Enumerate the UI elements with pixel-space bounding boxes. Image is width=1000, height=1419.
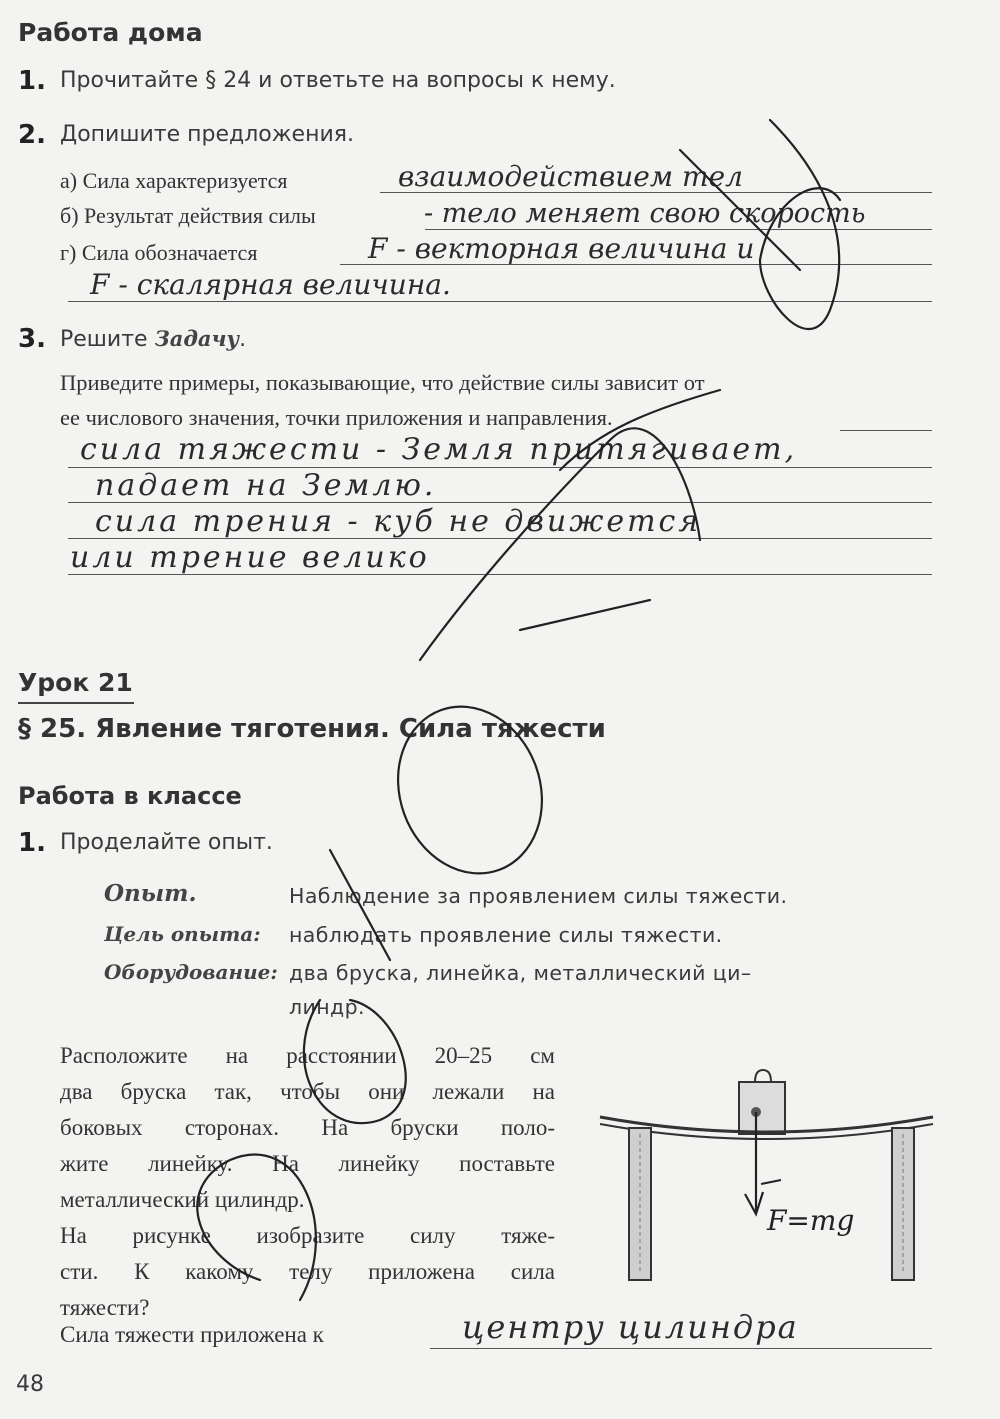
- fill-label: б) Результат действия силы: [60, 203, 316, 228]
- task-text-prefix: Решите: [60, 327, 155, 352]
- equipment-value-line: два бруска, линейка, металлический ци–: [289, 961, 752, 985]
- instruction-line: два бруска так, чтобы они лежали на: [60, 1079, 555, 1104]
- task-text-suffix: .: [239, 327, 247, 352]
- task-number: 1.: [18, 66, 46, 96]
- fill-label: а) Сила характеризуется: [60, 168, 288, 193]
- answer-line: [840, 430, 932, 431]
- answer-line: [425, 229, 932, 230]
- cylinder-hook: [755, 1070, 771, 1082]
- task-text: Допишите предложения.: [60, 122, 354, 147]
- instruction-line: Расположите на расстоянии 20–25 см: [60, 1043, 555, 1068]
- force-label: F=mg: [767, 1204, 855, 1237]
- answer-line: [68, 301, 932, 302]
- question-label: Сила тяжести приложена к: [60, 1322, 324, 1347]
- task-text: [60, 326, 246, 352]
- equipment-value-line: линдр.: [289, 995, 365, 1019]
- instruction-line: жите линейку. На линейку поставьте: [60, 1151, 555, 1176]
- instructions-block: [60, 1038, 555, 1326]
- problem-text-line: Приведите примеры, показывающие, что действие силы зависит от: [60, 370, 705, 395]
- task-number: 3.: [18, 324, 46, 354]
- instruction-line: сти. К какому телу приложена сила: [60, 1259, 555, 1284]
- experiment-figure: [595, 1062, 935, 1287]
- cylinder-shape: [739, 1082, 785, 1134]
- classwork-title: Работа в классе: [18, 782, 242, 810]
- gravity-arrowhead: [745, 1192, 763, 1214]
- stamp-text-reference: [0, 0, 1, 1]
- instruction-line: тяжести?: [60, 1295, 150, 1320]
- handwritten-answer: центру цилиндра: [462, 1308, 799, 1346]
- homework-title: Работа дома: [18, 18, 203, 47]
- task-number: 2.: [18, 120, 46, 150]
- handwritten-answer: F - векторная величина и: [368, 232, 755, 265]
- experiment-value: Наблюдение за проявлением силы тяжести.: [289, 884, 788, 908]
- answer-line: [430, 1348, 932, 1349]
- handwritten-answer: - тело меняет свою скорость: [424, 198, 866, 229]
- stamp-stroke-k-arm: [520, 600, 650, 630]
- instruction-line: На рисунке изобразите силу тяже-: [60, 1223, 555, 1248]
- goal-label: Цель опыта:: [104, 922, 261, 946]
- instruction-line: металлический цилиндр.: [60, 1187, 305, 1212]
- goal-value: наблюдать проявление силы тяжести.: [289, 923, 723, 947]
- page-number: 48: [16, 1372, 44, 1397]
- vector-bar: [761, 1180, 781, 1184]
- lesson-title-underline: [18, 702, 134, 704]
- experiment-label: Опыт.: [104, 880, 197, 907]
- handwritten-answer-line: сила трения - куб не движется: [95, 504, 702, 539]
- task-text: Проделайте опыт.: [60, 830, 273, 855]
- task-number: 1.: [18, 828, 46, 858]
- handwritten-answer-line: или трение велико: [70, 540, 430, 575]
- problem-text-line: ее числового значения, точки приложения и направления.: [60, 405, 613, 430]
- handwritten-answer: F - скалярная величина.: [90, 268, 451, 301]
- handwritten-answer-line: сила тяжести - Земля притягивает,: [80, 432, 798, 467]
- section-title: § 25. Явление тяготения. Сила тяжести: [18, 714, 606, 744]
- handwritten-answer-line: падает на Землю.: [95, 468, 437, 503]
- task-text: Прочитайте § 24 и ответьте на вопросы к нему.: [60, 68, 616, 93]
- equipment-label: Оборудование:: [104, 960, 278, 984]
- instruction-line: боковых сторонах. На бруски поло-: [60, 1115, 555, 1140]
- fill-label: г) Сила обозначается: [60, 240, 258, 265]
- lesson-title: Урок 21: [18, 668, 133, 697]
- task-text-bold: Задачу: [154, 326, 240, 351]
- handwritten-answer: взаимодействием тел: [398, 160, 743, 193]
